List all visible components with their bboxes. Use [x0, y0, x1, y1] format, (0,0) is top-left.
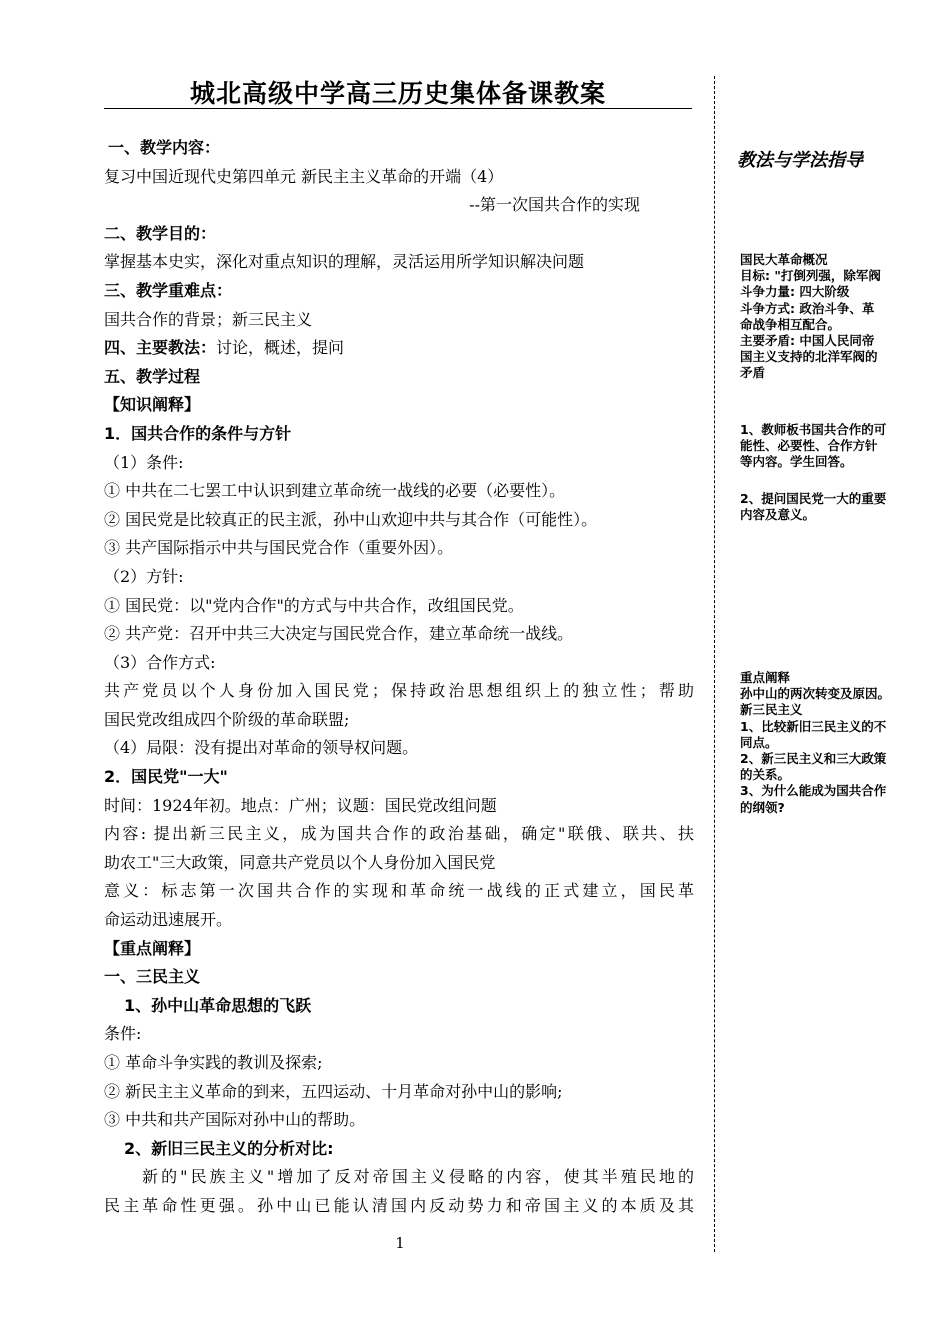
side-note-line: 1、比较新旧三民主义的不 — [740, 718, 887, 734]
title-underline — [104, 108, 692, 109]
side-note-line: 新三民主义 — [740, 702, 803, 718]
column-divider — [714, 76, 715, 1252]
side-note-line: 1、教师板书国共合作的可 — [740, 422, 887, 437]
side-note-line: 命战争相互配合。 — [740, 316, 841, 332]
main-line: ② 国民党是比较真正的民主派，孙中山欢迎中共与其合作（可能性）。 — [104, 509, 598, 529]
side-note-line: 同点。 — [740, 734, 778, 750]
main-line: 【重点阐释】 — [104, 938, 201, 958]
main-line: ② 新民主主义革命的到来，五四运动、十月革命对孙中山的影响; — [104, 1081, 563, 1101]
main-line: 掌握基本史实，深化对重点知识的理解，灵活运用所学知识解决问题 — [104, 252, 585, 272]
side-note-overview — [740, 252, 928, 382]
side-note-question — [740, 491, 928, 523]
document-title: 城北高级中学高三历史集体备课教案 — [189, 79, 606, 108]
side-note-line: 2、新三民主义和三大政策 — [740, 751, 887, 767]
side-note-line: 2、提问国民党一大的重要 — [740, 491, 887, 506]
main-line: ① 革命斗争实践的教训及探索; — [104, 1053, 323, 1072]
side-note-line: 斗争力量: 四大阶级 — [740, 284, 850, 300]
main-line: 2．国民党"一大" — [104, 767, 228, 787]
side-note-line: 的关系。 — [740, 767, 791, 783]
main-line: 【知识阐释】 — [104, 395, 201, 415]
main-line: 1．国共合作的条件与方针 — [104, 423, 292, 443]
main-line: 民主革命性更强。孙中山已能认清国内反动势力和帝国主义的本质及其 — [104, 1195, 694, 1215]
side-note-line: 国民大革命概况 — [740, 252, 828, 267]
main-line: 五、教学过程 — [104, 366, 201, 386]
main-line: 二、教学目的： — [104, 223, 217, 243]
side-note-line: 能性、必要性、合作方针 — [740, 438, 878, 454]
side-note-line: 主要矛盾: 中国人民同帝 — [740, 333, 875, 349]
side-note-line: 矛盾 — [740, 365, 766, 381]
main-column — [104, 134, 694, 1221]
main-line: 内容: 提出新三民主义，成为国共合作的政治基础，确定"联俄、联共、扶 — [104, 824, 694, 844]
main-line: ③ 中共和共产国际对孙中山的帮助。 — [104, 1110, 366, 1130]
main-line: 国共合作的背景；新三民主义 — [104, 309, 313, 329]
side-note-line: 目标: "打倒列强，除军阀 — [740, 268, 881, 284]
main-line: 国民党改组成四个阶级的革命联盟; — [104, 709, 350, 729]
main-line — [104, 334, 694, 363]
main-line: 共产党员以个人身份加入国民党；保持政治思想组织上的独立性；帮助 — [104, 681, 694, 701]
main-line: 1、孙中山革命思想的飞跃 — [124, 995, 312, 1015]
side-note-line: 孙中山的两次转变及原因。 — [740, 686, 891, 702]
main-line: --第一次国共合作的实现 — [469, 195, 640, 215]
main-line: （2）方针: — [104, 566, 184, 586]
main-line: 条件: — [104, 1024, 142, 1044]
side-note-line: 3、为什么能成为国共合作 — [740, 783, 887, 799]
main-line: （3）合作方式: — [104, 652, 216, 672]
main-line: 三、教学重难点： — [104, 280, 233, 300]
main-line: 一、教学内容： — [108, 138, 221, 157]
main-line: 一、三民主义 — [104, 967, 201, 987]
main-line: （1）条件: — [104, 452, 184, 472]
line-text: 讨论，概述，提问 — [216, 338, 345, 358]
side-note-line: 重点阐释 — [740, 670, 791, 685]
side-note-board — [740, 422, 928, 471]
line-heading: 四、主要教法： — [104, 338, 217, 358]
main-line: 命运动迅速展开。 — [104, 910, 233, 930]
side-column-title: 教法与学法指导 — [737, 150, 863, 171]
main-line: 意义：标志第一次国共合作的实现和革命统一战线的正式建立，国民革 — [104, 881, 694, 901]
main-line: 2、新旧三民主义的分析对比: — [124, 1138, 334, 1158]
main-line: ① 国民党：以"党内合作"的方式与中共合作，改组国民党。 — [104, 595, 524, 615]
side-note-line: 国主义支持的北洋军阀的 — [740, 349, 878, 365]
main-line: 时间：1924年初。地点：广州；议题：国民党改组问题 — [104, 795, 497, 815]
side-note-line: 的纲领? — [740, 799, 785, 815]
side-note-line: 斗争方式: 政治斗争、革 — [740, 300, 875, 316]
side-note-line: 内容及意义。 — [740, 507, 816, 523]
main-line: ③ 共产国际指示中共与国民党合作（重要外因）。 — [104, 538, 454, 558]
side-note-key-points — [740, 670, 928, 816]
main-line: ② 共产党：召开中共三大决定与国民党合作，建立革命统一战线。 — [104, 624, 574, 644]
main-line: ① 中共在二七罢工中认识到建立革命统一战线的必要（必要性）。 — [104, 481, 566, 501]
main-line: （4）局限：没有提出对革命的领导权问题。 — [104, 738, 419, 758]
main-line: 助农工"三大政策，同意共产党员以个人身份加入国民党 — [104, 852, 496, 872]
main-line: 复习中国近现代史第四单元 新民主主义革命的开端（4） — [104, 166, 504, 186]
page-number: 1 — [395, 1234, 405, 1252]
side-note-line: 等内容。学生回答。 — [740, 454, 853, 470]
main-line: 新的"民族主义"增加了反对帝国主义侵略的内容，使其半殖民地的 — [142, 1167, 694, 1187]
